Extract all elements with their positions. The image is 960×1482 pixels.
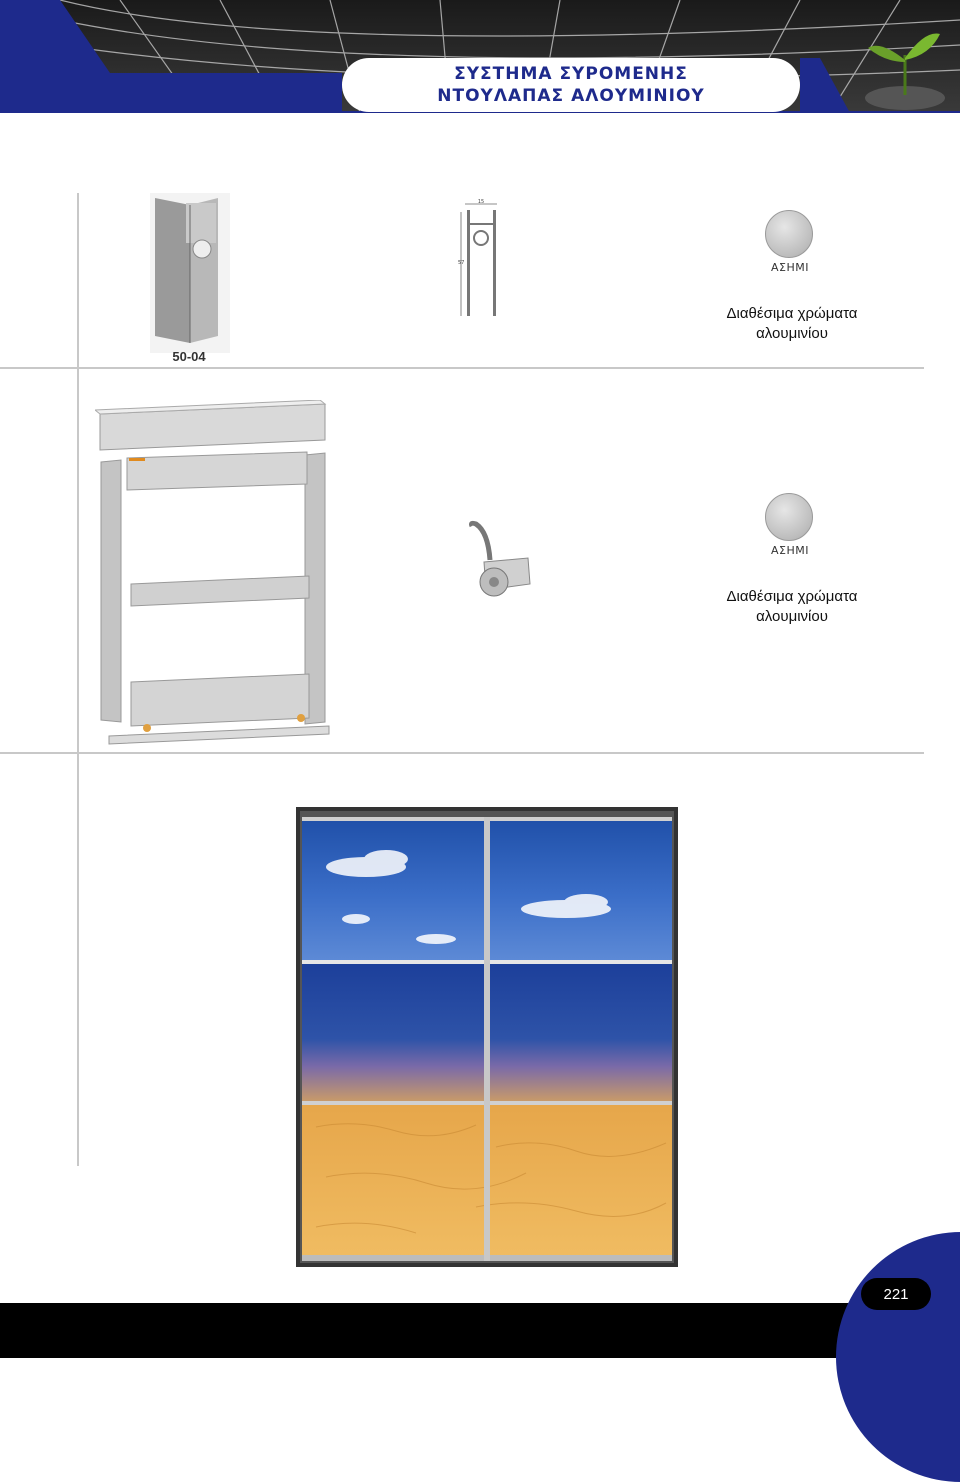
color-swatch-silver (765, 210, 813, 258)
part-code: 50-04 (172, 349, 206, 364)
row-divider-1 (0, 367, 924, 369)
swatch-label: ΑΣΗΜΙ (771, 261, 809, 274)
available-colors-text (692, 304, 892, 344)
available-line-1: Διαθέσιμα χρώματα (726, 588, 858, 605)
available-line-2: αλουμινίου (756, 608, 828, 625)
title-line-2: ΝΤΟΥΛΑΠΑΣ ΑΛΟΥΜΙΝΙΟΥ (437, 86, 705, 106)
header-band (0, 0, 960, 113)
door-frame-kit-image (95, 400, 335, 745)
profile-cross-section-drawing (455, 198, 505, 322)
color-swatch-silver (765, 493, 813, 541)
footer-accent (836, 1232, 960, 1482)
page-number: 221 (861, 1278, 931, 1310)
row-divider-2 (0, 752, 924, 754)
title-line-1: ΣΥΣΤΗΜΑ ΣΥΡΟΜΕΝΗΣ (454, 64, 688, 84)
footer-bar (0, 1303, 960, 1358)
available-line-1: Διαθέσιμα χρώματα (726, 305, 858, 322)
available-line-2: αλουμινίου (756, 325, 828, 342)
dim-height: 57 (458, 260, 465, 266)
wardrobe-photo (296, 807, 678, 1267)
profile-3d-image (150, 193, 230, 353)
page-title (342, 58, 800, 112)
swatch-label: ΑΣΗΜΙ (771, 544, 809, 557)
vertical-divider (77, 193, 79, 1166)
roller-wheel-image (466, 520, 536, 602)
dim-width: 15 (477, 199, 485, 205)
available-colors-text (692, 587, 892, 627)
